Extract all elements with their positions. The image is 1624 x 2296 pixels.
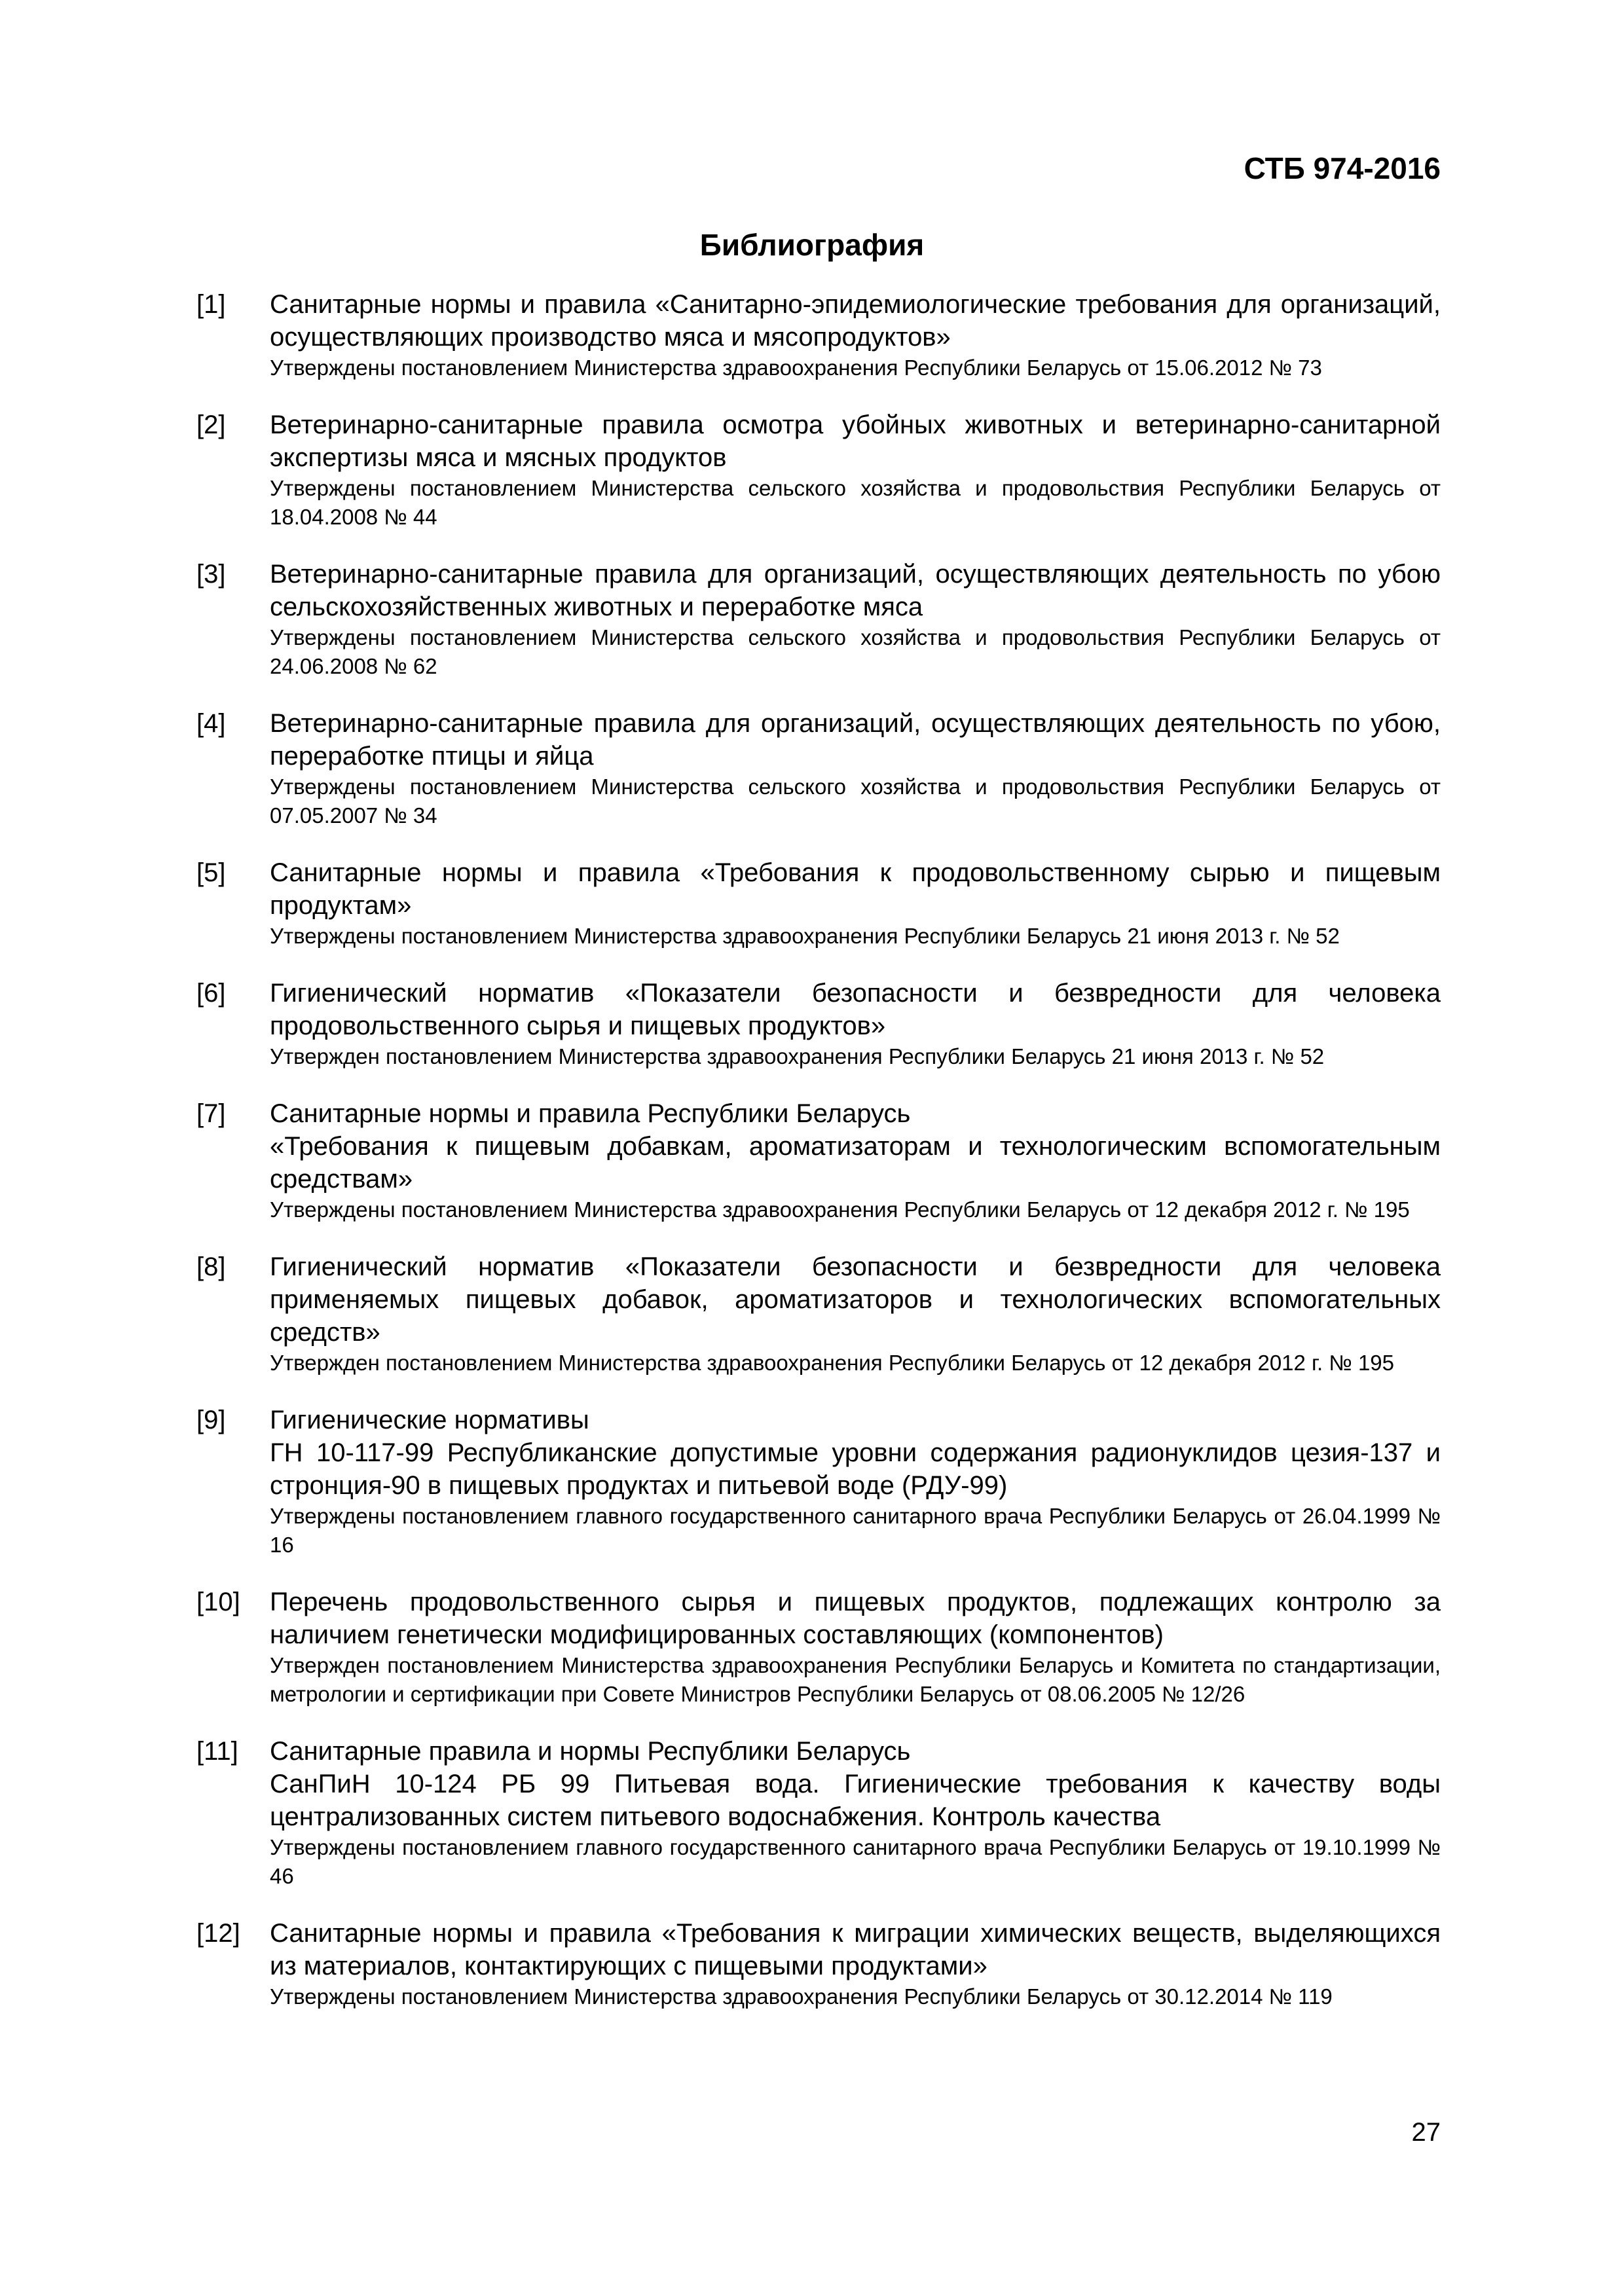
bibliography-entry [196, 409, 1441, 532]
entry-number: [9] [196, 1406, 226, 1434]
document-code: СТБ 974-2016 [1244, 151, 1441, 185]
entry-approval-note: Утверждены постановлением Министерства здравоохранения Республики Беларусь от 15.06.2012 № 73 [270, 355, 1322, 380]
entry-body [270, 977, 1441, 1071]
page-title: Библиография [699, 228, 925, 262]
bibliography-entry [196, 1250, 1441, 1377]
bibliography-entry [196, 1735, 1441, 1891]
entry-body [270, 1097, 1441, 1224]
entry-title: Ветеринарно-санитарные правила для организаций, осуществляющих деятельность по убою, переработке птицы и яйца [270, 709, 1441, 771]
entry-approval-note: Утверждены постановлением Министерства сельского хозяйства и продовольствия Республики Беларусь от 18.04.2008 № 44 [270, 476, 1441, 529]
entry-body [270, 558, 1441, 681]
entry-title: Санитарные нормы и правила «Требования к миграции химических веществ, выделяющихся из материалов, контактирующих с пищевыми продуктами» [270, 1919, 1441, 1980]
entry-body [270, 1250, 1441, 1377]
entry-approval-note: Утверждены постановлением Министерства сельского хозяйства и продовольствия Республики Беларусь от 24.06.2008 № 62 [270, 625, 1441, 678]
bibliography-entry [196, 707, 1441, 830]
entry-number: [12] [196, 1919, 240, 1948]
entry-approval-note: Утвержден постановлением Министерства здравоохранения Республики Беларусь 21 июня 2013 г. № 52 [270, 1044, 1325, 1068]
entry-approval-note: Утверждены постановлением Министерства здравоохранения Республики Беларусь 21 июня 2013 г. № 52 [270, 924, 1340, 948]
entry-number: [5] [196, 858, 226, 887]
entry-number: [7] [196, 1099, 226, 1128]
entry-number: [8] [196, 1252, 226, 1281]
entry-body [270, 1735, 1441, 1891]
entry-number: [3] [196, 560, 226, 589]
bibliography-entry [196, 1097, 1441, 1224]
entry-number: [6] [196, 979, 226, 1008]
entry-title: Санитарные нормы и правила «Санитарно-эпидемиологические требования для организаций, осуществляющих производство мяса и мясопродуктов» [270, 290, 1441, 352]
entry-number: [1] [196, 290, 226, 319]
bibliography-entry [196, 288, 1441, 382]
bibliography-entry [196, 1917, 1441, 2011]
entry-approval-note: Утверждены постановлением Министерства здравоохранения Республики Беларусь от 12 декабря 2012 г. № 195 [270, 1197, 1410, 1222]
bibliography-entry [196, 977, 1441, 1071]
entry-number: [10] [196, 1588, 240, 1616]
entry-title: Гигиенический норматив «Показатели безопасности и безвредности для человека продовольственного сырья и пищевых продуктов» [270, 979, 1441, 1040]
entry-approval-note: Утвержден постановлением Министерства здравоохранения Республики Беларусь и Комитета по стандартизации, метрологии и сертификации при Совете Министров Республики Беларусь от 08.06.2005 № 12/26 [270, 1653, 1441, 1706]
entry-title: Ветеринарно-санитарные правила для организаций, осуществляющих деятельность по убою сельскохозяйственных животных и переработке мяса [270, 560, 1441, 621]
entry-approval-note: Утверждены постановлением главного государственного санитарного врача Республики Беларусь от 26.04.1999 № 16 [270, 1504, 1441, 1557]
entry-body [270, 288, 1441, 382]
entry-approval-note: Утверждены постановлением Министерства здравоохранения Республики Беларусь от 30.12.2014 № 119 [270, 1984, 1333, 2009]
bibliography-entry [196, 856, 1441, 951]
entry-title: Гигиенический норматив «Показатели безопасности и безвредности для человека применяемых пищевых добавок, ароматизаторов и технологических вспомогательных средств» [270, 1252, 1441, 1347]
entry-title: Санитарные нормы и правила «Требования к продовольственному сырью и пищевым продуктам» [270, 858, 1441, 920]
entry-body [270, 1404, 1441, 1559]
entry-body [270, 856, 1441, 951]
entry-title: Гигиенические нормативы [270, 1406, 589, 1434]
entry-title: «Требования к пищевым добавкам, ароматизаторам и технологическим вспомогательным средствам» [270, 1132, 1441, 1194]
entry-body [270, 1917, 1441, 2011]
entry-title: СанПиН 10-124 РБ 99 Питьевая вода. Гигиенические требования к качеству воды централизованных систем питьевого водоснабжения. Контроль качества [270, 1770, 1441, 1831]
entry-number: [11] [196, 1737, 238, 1766]
entry-approval-note: Утверждены постановлением главного государственного санитарного врача Республики Беларусь от 19.10.1999 № 46 [270, 1835, 1441, 1888]
entry-title: Санитарные правила и нормы Республики Беларусь [270, 1737, 911, 1766]
entry-number: [4] [196, 709, 226, 738]
bibliography-entry [196, 1404, 1441, 1559]
entry-body [270, 409, 1441, 532]
entry-title: Перечень продовольственного сырья и пищевых продуктов, подлежащих контролю за наличием генетически модифицированных составляющих (компонентов) [270, 1588, 1441, 1649]
entry-number: [2] [196, 410, 226, 439]
entry-title: Санитарные нормы и правила Республики Беларусь [270, 1099, 911, 1128]
bibliography-entry [196, 1586, 1441, 1709]
entry-title: ГН 10-117-99 Республиканские допустимые уровни содержания радионуклидов цезия-137 и стронция-90 в пищевых продуктах и питьевой воде (РДУ-99) [270, 1438, 1441, 1500]
entry-body [270, 1586, 1441, 1709]
page-number: 27 [1411, 2118, 1441, 2147]
entry-approval-note: Утверждены постановлением Министерства сельского хозяйства и продовольствия Республики Беларусь от 07.05.2007 № 34 [270, 774, 1441, 828]
entry-body [270, 707, 1441, 830]
bibliography-entry [196, 558, 1441, 681]
entry-title: Ветеринарно-санитарные правила осмотра убойных животных и ветеринарно-санитарной экспертизы мяса и мясных продуктов [270, 410, 1441, 472]
bibliography-list [196, 288, 1441, 2011]
entry-approval-note: Утвержден постановлением Министерства здравоохранения Республики Беларусь от 12 декабря 2012 г. № 195 [270, 1351, 1395, 1375]
